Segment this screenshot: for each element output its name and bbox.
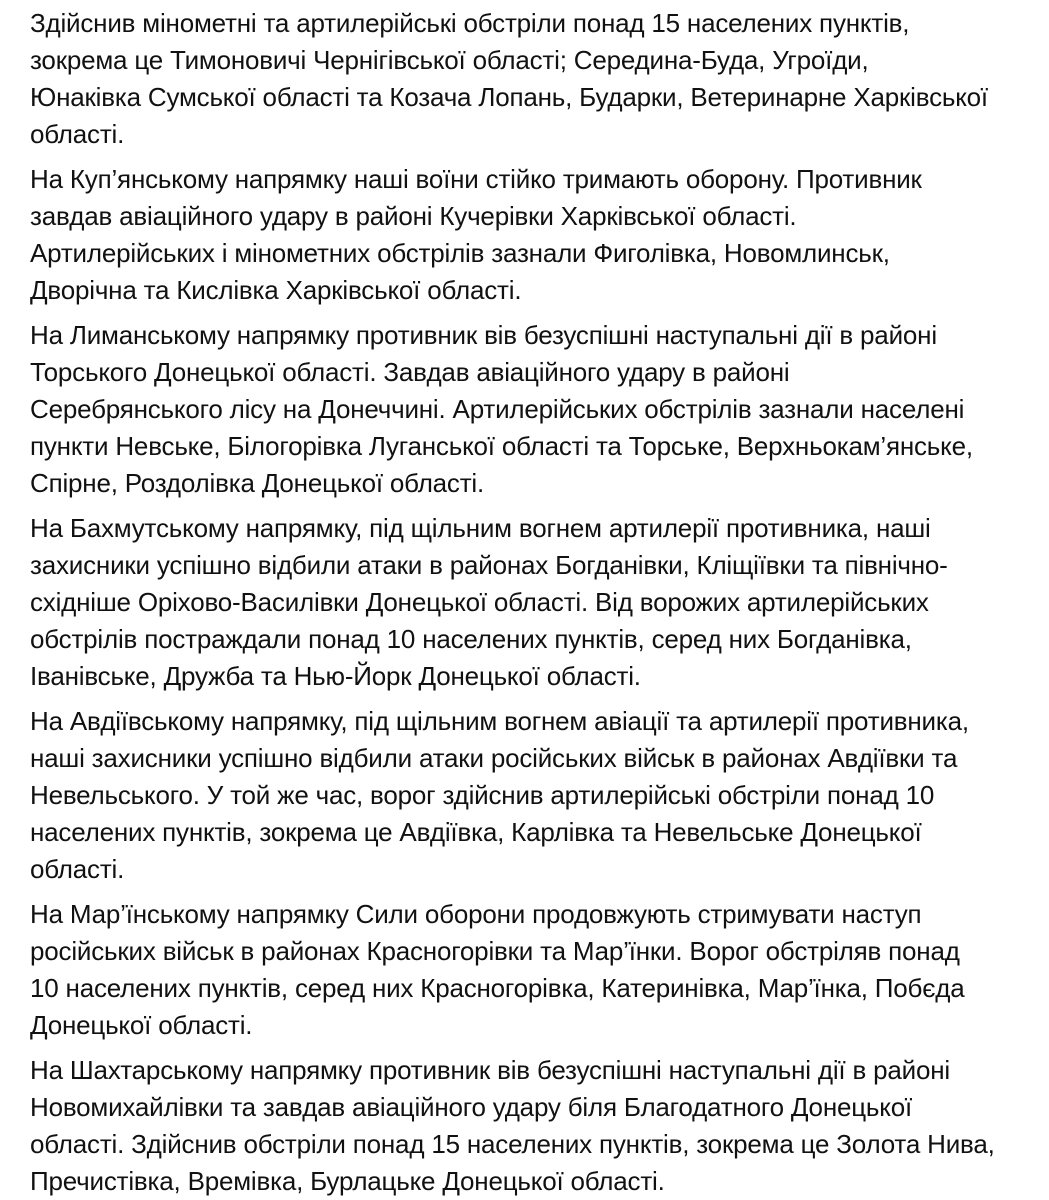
text-line: На Мар’їнському напрямку Сили оборони продовжують стримувати наступ [30, 899, 922, 929]
text-line: Серебрянського лісу на Донеччині. Артилерійських обстрілів зазнали населені [30, 394, 965, 424]
text-line: обстрілів постраждали понад 10 населених пунктів, серед них Богданівка, [30, 624, 912, 654]
text-line: Невельського. У той же час, ворог здійснив артилерійські обстріли понад 10 [30, 780, 935, 810]
text-line: На Лиманському напрямку противник вів безуспішні наступальні дії в районі [30, 320, 937, 350]
text-line: Юнаківка Сумської області та Козача Лопань, Бударки, Ветеринарне Харківської [30, 82, 988, 112]
text-line: Пречистівка, Времівка, Бурлацьке Донецької області. [30, 1166, 665, 1196]
text-line: зокрема це Тимоновичі Чернігівської області; Середина-Буда, Угроїди, [30, 45, 869, 75]
report-paragraph [30, 161, 1029, 309]
report-paragraph [30, 896, 1029, 1044]
text-line: Артилерійських і мінометних обстрілів зазнали Фиголівка, Новомлинськ, [30, 238, 890, 268]
report-paragraph [30, 510, 1029, 695]
text-line: 10 населених пунктів, серед них Красногорівка, Катеринівка, Мар’їнка, Побєда [30, 973, 965, 1003]
report-body [30, 5, 1029, 1200]
text-line: пункти Невське, Білогорівка Луганської області та Торське, Верхньокам’янське, [30, 431, 973, 461]
text-line: На Шахтарському напрямку противник вів безуспішні наступальні дії в районі [30, 1055, 950, 1085]
text-line: наші захисники успішно відбили атаки російських військ в районах Авдіївки та [30, 743, 958, 773]
text-line: населених пунктів, зокрема це Авдіївка, Карлівка та Невельське Донецької [30, 817, 922, 847]
text-line: На Бахмутському напрямку, під щільним вогнем артилерії противника, наші [30, 513, 931, 543]
text-line: області. [30, 119, 125, 149]
text-line: Спірне, Роздолівка Донецької області. [30, 468, 485, 498]
report-paragraph [30, 317, 1029, 502]
report-paragraph [30, 5, 1029, 153]
report-paragraph [30, 703, 1029, 888]
text-line: Здійснив мінометні та артилерійські обстріли понад 15 населених пунктів, [30, 8, 910, 38]
text-line: завдав авіаційного удару в районі Кучерівки Харківської області. [30, 201, 797, 231]
text-line: На Авдіївському напрямку, під щільним вогнем авіації та артилерії противника, [30, 706, 969, 736]
text-line: Донецької області. [30, 1010, 253, 1040]
text-line: східніше Оріхово-Василівки Донецької області. Від ворожих артилерійських [30, 587, 929, 617]
text-line: області. [30, 854, 125, 884]
text-line: Іванівське, Дружба та Нью-Йорк Донецької області. [30, 661, 641, 691]
text-line: захисники успішно відбили атаки в районах Богданівки, Кліщіївки та північно- [30, 550, 948, 580]
text-line: На Куп’янському напрямку наші воїни стійко тримають оборону. Противник [30, 164, 922, 194]
text-line: Новомихайлівки та завдав авіаційного удару біля Благодатного Донецької [30, 1092, 913, 1122]
text-line: російських військ в районах Красногорівки та Мар’їнки. Ворог обстріляв понад [30, 936, 960, 966]
report-paragraph [30, 1052, 1029, 1200]
text-line: Дворічна та Кислівка Харківської області. [30, 275, 522, 305]
text-line: області. Здійснив обстріли понад 15 населених пунктів, зокрема це Золота Нива, [30, 1129, 995, 1159]
text-line: Торського Донецької області. Завдав авіаційного удару в районі [30, 357, 790, 387]
